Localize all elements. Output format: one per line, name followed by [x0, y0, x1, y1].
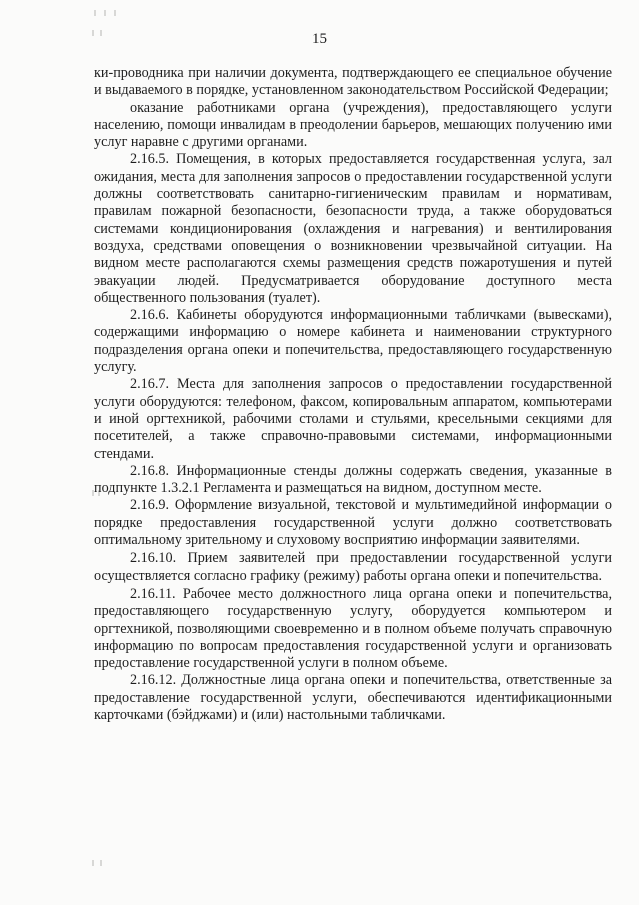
paragraph: 2.16.10. Прием заявителей при предоставлении государственной услуги осуществляется согласно графику (режиму) работы органа опеки и попечительства.: [94, 550, 612, 584]
paragraph: 2.16.11. Рабочее место должностного лица органа опеки и попечительства, предоставляющего государственную услугу, оборудуется компьютером и оргтехникой, позволяющими своевременно и в полном объеме получать справочную информацию по вопросам предоставления государственной услуги и организовать предоставление государственной услуги в полном объеме.: [94, 585, 612, 672]
paragraph: 2.16.6. Кабинеты оборудуются информационными табличками (вывесками), содержащими информацию о номере кабинета и наименовании структурного подразделения органа опеки и попечительства, предоставляющего государственную услугу.: [94, 307, 612, 376]
paragraph: 2.16.9. Оформление визуальной, текстовой и мультимедийной информации о порядке предоставления государственной услуги должно соответствовать оптимальному зрительному и слуховому восприятию информации заявителями.: [94, 497, 612, 549]
scan-artifact: [90, 10, 130, 20]
paragraph: 2.16.8. Информационные стенды должны содержать сведения, указанные в подпункте 1.3.2.1 Регламента и размещаться на видном, доступном месте.: [94, 462, 612, 497]
body-text: [94, 65, 612, 724]
paragraph: оказание работниками органа (учреждения), предоставляющего услуги населению, помощи инвалидам в преодолении барьеров, мешающих получению ими услуг наравне с другими органами.: [94, 99, 612, 151]
paragraph: 2.16.5. Помещения, в которых предоставляется государственная услуга, зал ожидания, места для заполнения запросов о предоставлении государственной услуги должны соответствовать санитарно-гигиеническим правилам и нормативам, правилам пожарной безопасности, безопасности труда, а также оборудоваться системами кондиционирования (охлаждения и нагревания) и вентилирования воздуха, средствами оповещения о возникновении чрезвычайной ситуации. На видном месте располагаются схемы размещения средств пожаротушения и путей эвакуации людей. Предусматривается оборудование доступного места общественного пользования (туалет).: [94, 151, 612, 306]
paragraph: ки-проводника при наличии документа, подтверждающего ее специальное обучение и выдаваемого в порядке, установленном законодательством Российской Федерации;: [94, 65, 612, 99]
scan-artifact: [90, 860, 130, 870]
paragraph: 2.16.7. Места для заполнения запросов о предоставлении государственной услуги оборудуются: телефоном, факсом, копировальным аппаратом, компьютерами и иной оргтехникой, рабочими столами и стульями, кресельными секциями для посетителей, а также справочно-правовыми системами, информационными стендами.: [94, 376, 612, 462]
paragraph: 2.16.12. Должностные лица органа опеки и попечительства, ответственные за предоставление государственной услуги, обеспечиваются идентификационными карточками (бэйджами) и (или) настольными табличками.: [94, 672, 612, 723]
page-number: 15: [312, 31, 327, 47]
